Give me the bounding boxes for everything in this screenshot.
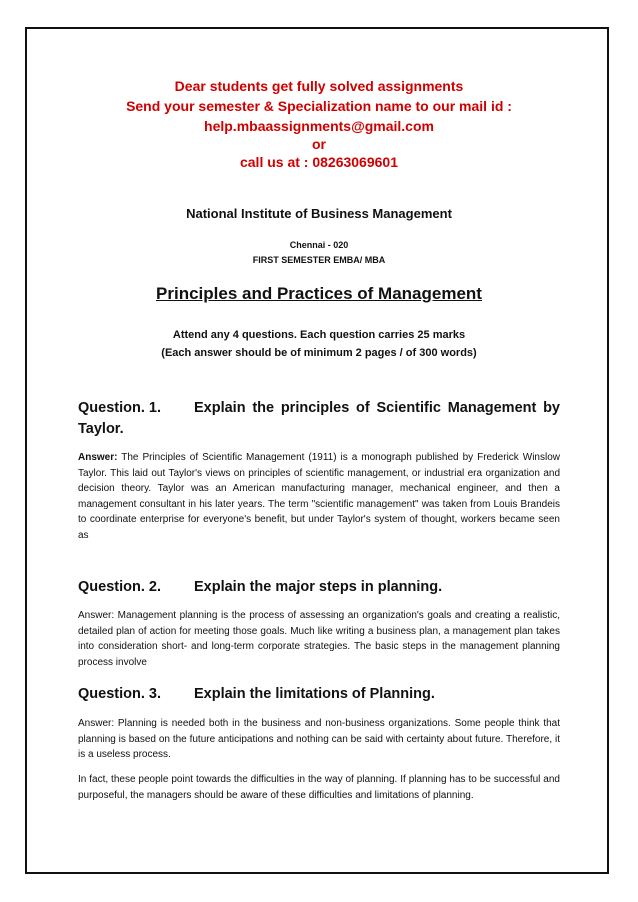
subject-title: Principles and Practices of Management — [156, 284, 482, 303]
answer-text: The Principles of Scientific Management (1911) is a monograph published by Frederick Winslow Taylor. This laid out Taylor's views on principles of scientific management, or industrial era organization and decision theory. Taylor was an American manufacturing manager, mechanical engineer, and then a management consultant in his later years. The term "scientific management" was taken from Louis Brandeis to coordinate enterprise for everyone's benefit, but under Taylor's system of thought, workers became seen as — [78, 452, 560, 541]
promo-line-1: Dear students get fully solved assignments — [174, 78, 464, 94]
question-3 — [78, 684, 560, 705]
question-number: Question. 3. — [78, 686, 161, 702]
promo-phone: call us at : 08263069601 — [239, 154, 398, 170]
answer-label: Answer: — [78, 452, 118, 463]
answer-2: Answer: Management planning is the process of assessing an organization's goals and creating a realistic, detailed plan of action for meeting those goals. Much like writing a business plan, a management plan takes into consideration short- and long-term corporate strategies. The basic steps in the management planning process involve — [78, 610, 560, 668]
answer-1 — [78, 450, 560, 543]
question-number: Question. 2. — [78, 579, 161, 595]
semester-title: FIRST SEMESTER EMBA/ MBA — [252, 255, 386, 265]
question-title: Explain the principles of Scientific Management by Taylor. — [78, 400, 560, 437]
answer-3-continued: In fact, these people point towards the difficulties in the way of planning. If planning has to be successful and purposeful, the managers should be aware of these difficulties and limitations of planning. — [78, 774, 560, 801]
word-count-note: (Each answer should be of minimum 2 pages / of 300 words) — [161, 347, 477, 359]
attend-text: Attend any 4 questions. Each question carries 25 marks — [172, 329, 466, 341]
question-2 — [78, 577, 560, 598]
question-title: Explain the limitations of Planning. — [194, 686, 435, 702]
promo-email: help.mbaassignments@gmail.com — [204, 118, 434, 134]
answer-3: Answer: Planning is needed both in the business and non-business organizations. Some people think that planning is based on the future anticipations and nothing can be said with certainty about future. Therefore, it is a useless process. — [78, 718, 560, 760]
institute-city: Chennai - 020 — [289, 240, 349, 250]
promo-or: or — [312, 136, 326, 152]
institute-name: National Institute of Business Management — [186, 206, 452, 221]
promo-line-2: Send your semester & Specialization name to our mail id : — [126, 98, 512, 114]
instructions — [0, 326, 638, 362]
question-title: Explain the major steps in planning. — [194, 579, 443, 595]
question-1 — [78, 398, 560, 440]
question-number: Question. 1. — [78, 400, 161, 416]
